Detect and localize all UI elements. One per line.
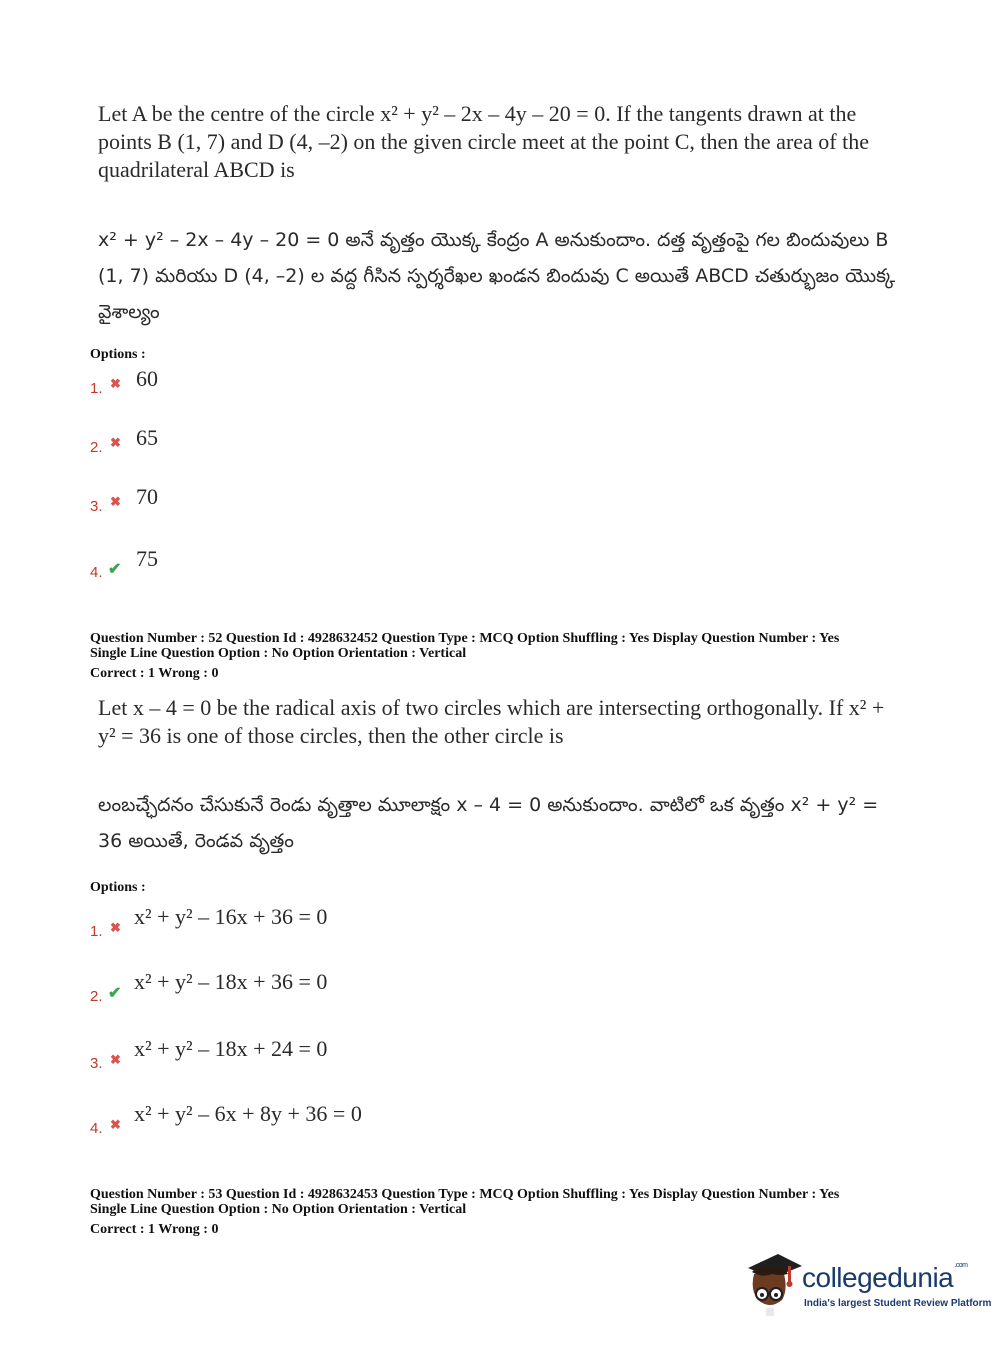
q52-english-text: Let x – 4 = 0 be the radical axis of two circles which are intersecting orthogonally. If x² + y² = 36 is one of those circles, then the other circle is [98, 695, 885, 748]
cross-icon: ✖ [110, 376, 121, 391]
option-number: 2. [90, 988, 103, 1005]
option-value: x² + y² – 6x + 8y + 36 = 0 [134, 1101, 362, 1126]
option-number: 4. [90, 1120, 103, 1137]
option-number: 3. [90, 498, 103, 515]
q52-option-1 [90, 902, 490, 942]
q53-meta-line3: Correct : 1 Wrong : 0 [90, 1222, 219, 1237]
option-number: 4. [90, 564, 103, 581]
option-value: x² + y² – 18x + 36 = 0 [134, 969, 328, 994]
q52-option-3 [90, 1034, 490, 1074]
option-value: 70 [136, 484, 158, 509]
option-value: x² + y² – 18x + 24 = 0 [134, 1036, 328, 1061]
option-value: 75 [136, 546, 158, 571]
logo-name: collegedunia [802, 1262, 954, 1293]
check-icon: ✔ [108, 561, 122, 578]
q53-meta-line1: Question Number : 53 Question Id : 4928632453 Question Type : MCQ Option Shuffling : Yes Display Question Number : Yes [90, 1187, 840, 1202]
cross-icon: ✖ [110, 920, 121, 935]
option-number: 1. [90, 923, 103, 940]
cross-icon: ✖ [110, 435, 121, 450]
collegedunia-logo [738, 1248, 992, 1318]
q52-options-label: Options : [90, 880, 146, 895]
cross-icon: ✖ [110, 1117, 121, 1132]
q52-telugu-text: లంబచ్ఛేదనం చేసుకునే రెండు వృత్తాల మూలాక్షం x – 4 = 0 అనుకుందాం. వాటిలో ఒక వృత్తం x² + y² = 36 అయితే, రెండవ వృత్తం [98, 794, 879, 852]
cross-icon: ✖ [110, 494, 121, 509]
option-number: 3. [90, 1055, 103, 1072]
q52-meta-line3: Correct : 1 Wrong : 0 [90, 666, 219, 681]
option-value: 60 [136, 366, 158, 391]
logo-suffix: .com [954, 1262, 968, 1269]
logo-tagline: India's largest Student Review Platform [804, 1298, 992, 1309]
cross-icon: ✖ [110, 1052, 121, 1067]
q52-meta-line2: Single Line Question Option : No Option Orientation : Vertical [90, 646, 467, 661]
q52-meta-line1: Question Number : 52 Question Id : 4928632452 Question Type : MCQ Option Shuffling : Yes Display Question Number : Yes [90, 631, 840, 646]
q51-telugu-text: x² + y² – 2x – 4y – 20 = 0 అనే వృత్తం యొక్క కేంద్రం A అనుకుందాం. దత్త వృత్తంపై గల బిందువులు B (1, 7) మరియు D (4, –2) ల వద్ద గీసిన స్పర్శరేఖల ఖండన బిందువు C అయితే ABCD చతుర్భుజం యొక్క వైశాల్యం [98, 229, 896, 323]
q53-meta-line2: Single Line Question Option : No Option Orientation : Vertical [90, 1202, 467, 1217]
q51-english-text: Let A be the centre of the circle x² + y² – 2x – 4y – 20 = 0. If the tangents drawn at the points B (1, 7) and D (4, –2) on the given circle meet at the point C, then the area of the quadrilateral ABCD is [98, 101, 869, 182]
q52-option-2 [90, 967, 490, 1007]
option-value: 65 [136, 425, 158, 450]
q52-option-4 [90, 1099, 490, 1139]
option-number: 2. [90, 439, 103, 456]
option-value: x² + y² – 16x + 36 = 0 [134, 904, 328, 929]
q51-options-label: Options : [90, 347, 146, 362]
check-icon: ✔ [108, 985, 122, 1002]
option-number: 1. [90, 380, 103, 397]
mascot-icon [742, 1250, 804, 1316]
